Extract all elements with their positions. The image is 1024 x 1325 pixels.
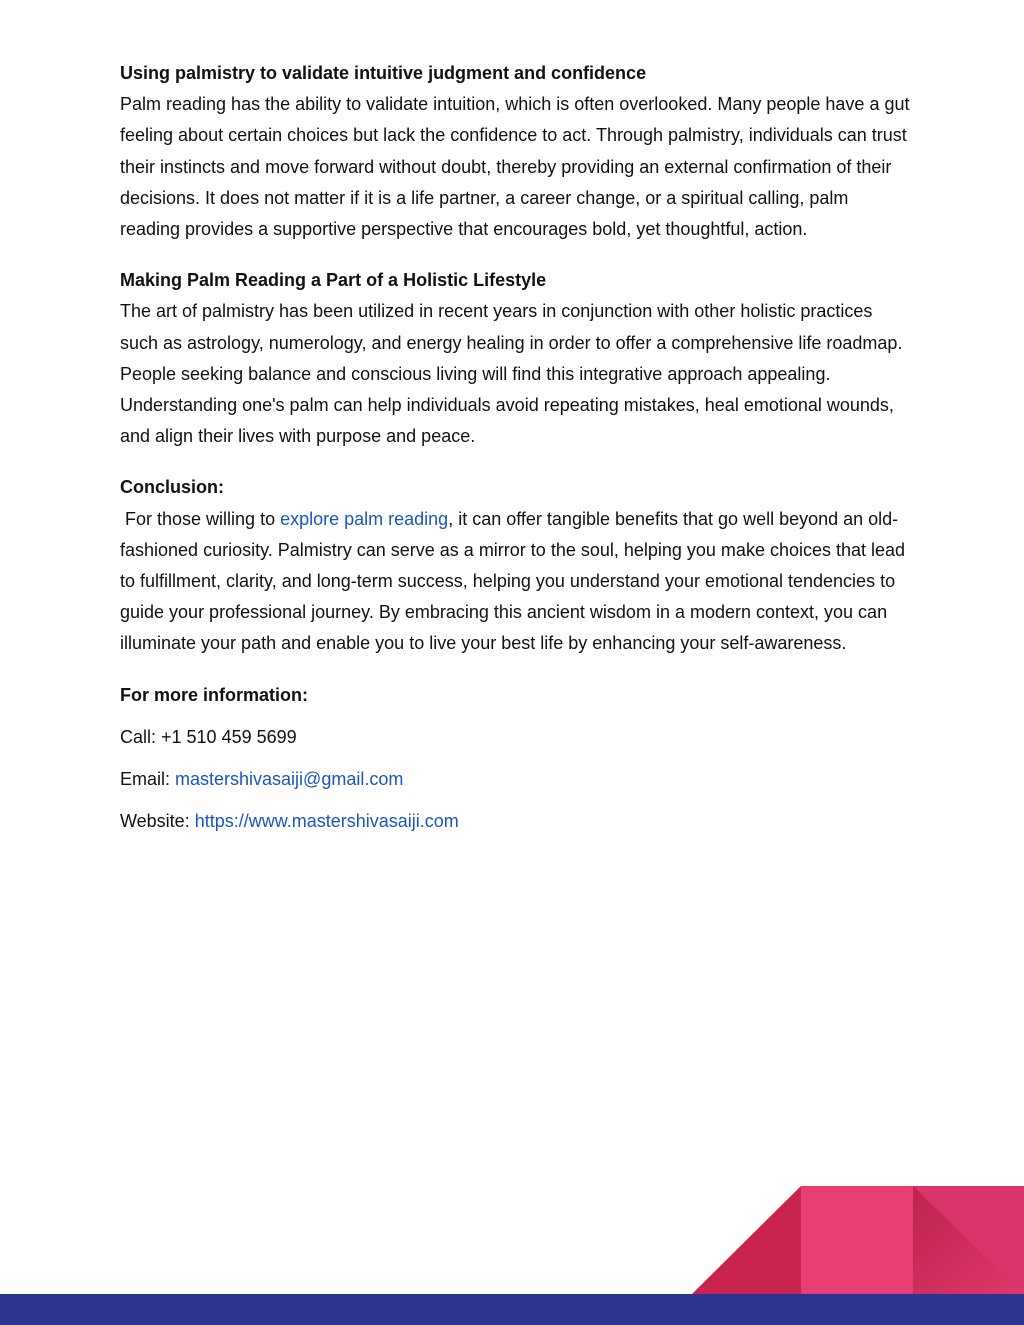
conclusion-heading: Conclusion: (120, 477, 224, 498)
conclusion-text-after: , it can offer tangible benefits that go well beyond an old-fashioned curiosity. Palmistry can serve as a mirror to the soul, helping you make choices that lead to fulfillment, clarity, and long-term success, helping you understand your emotional tendencies to guide your professional journey. By embracing this ancient wisdom in a modern context, you can illuminate your path and enable you to live your best life by enhancing your self-awareness. (120, 508, 906, 654)
explore-palm-reading-link[interactable]: explore palm reading (280, 508, 449, 529)
call-label: Call: (120, 726, 162, 747)
phone-number: +1 510 459 5699 (161, 726, 297, 747)
website-link[interactable]: https://www.mastershivasaiji.com (194, 811, 459, 832)
section-paragraph: The art of palmistry has been utilized in recent years in conjunction with other holistic practices such as astrology, numerology, and energy healing in order to offer a comprehensive life roadmap. People seeking balance and conscious living will find this integrative approach appealing. Understanding one's palm can help individuals avoid repeating mistakes, heal emotional wounds, and align their lives with purpose and peace. (120, 301, 903, 447)
contact-heading: For more information: (120, 684, 308, 705)
decor-triangle-crimson (692, 1186, 801, 1294)
website-label: Website: (120, 811, 195, 832)
footer-bar (0, 1294, 1024, 1325)
decor-block-pink (801, 1186, 914, 1294)
email-link[interactable]: mastershivasaiji@gmail.com (175, 769, 404, 790)
conclusion-text-before: For those willing to (120, 508, 281, 529)
section-paragraph: Palm reading has the ability to validate intuition, which is often overlooked. Many people have a gut feeling about certain choices but lack the confidence to act. Through palmistry, individuals can trust their instincts and move forward without doubt, thereby providing an external confirmation of their decisions. It does not matter if it is a life partner, a career change, or a spiritual calling, palm reading provides a supportive perspective that encourages bold, yet thoughtful, action. (120, 94, 910, 240)
email-label: Email: (120, 769, 176, 790)
section-heading: Making Palm Reading a Part of a Holistic Lifestyle (120, 270, 547, 291)
section-heading: Using palmistry to validate intuitive judgment and confidence (120, 63, 647, 83)
